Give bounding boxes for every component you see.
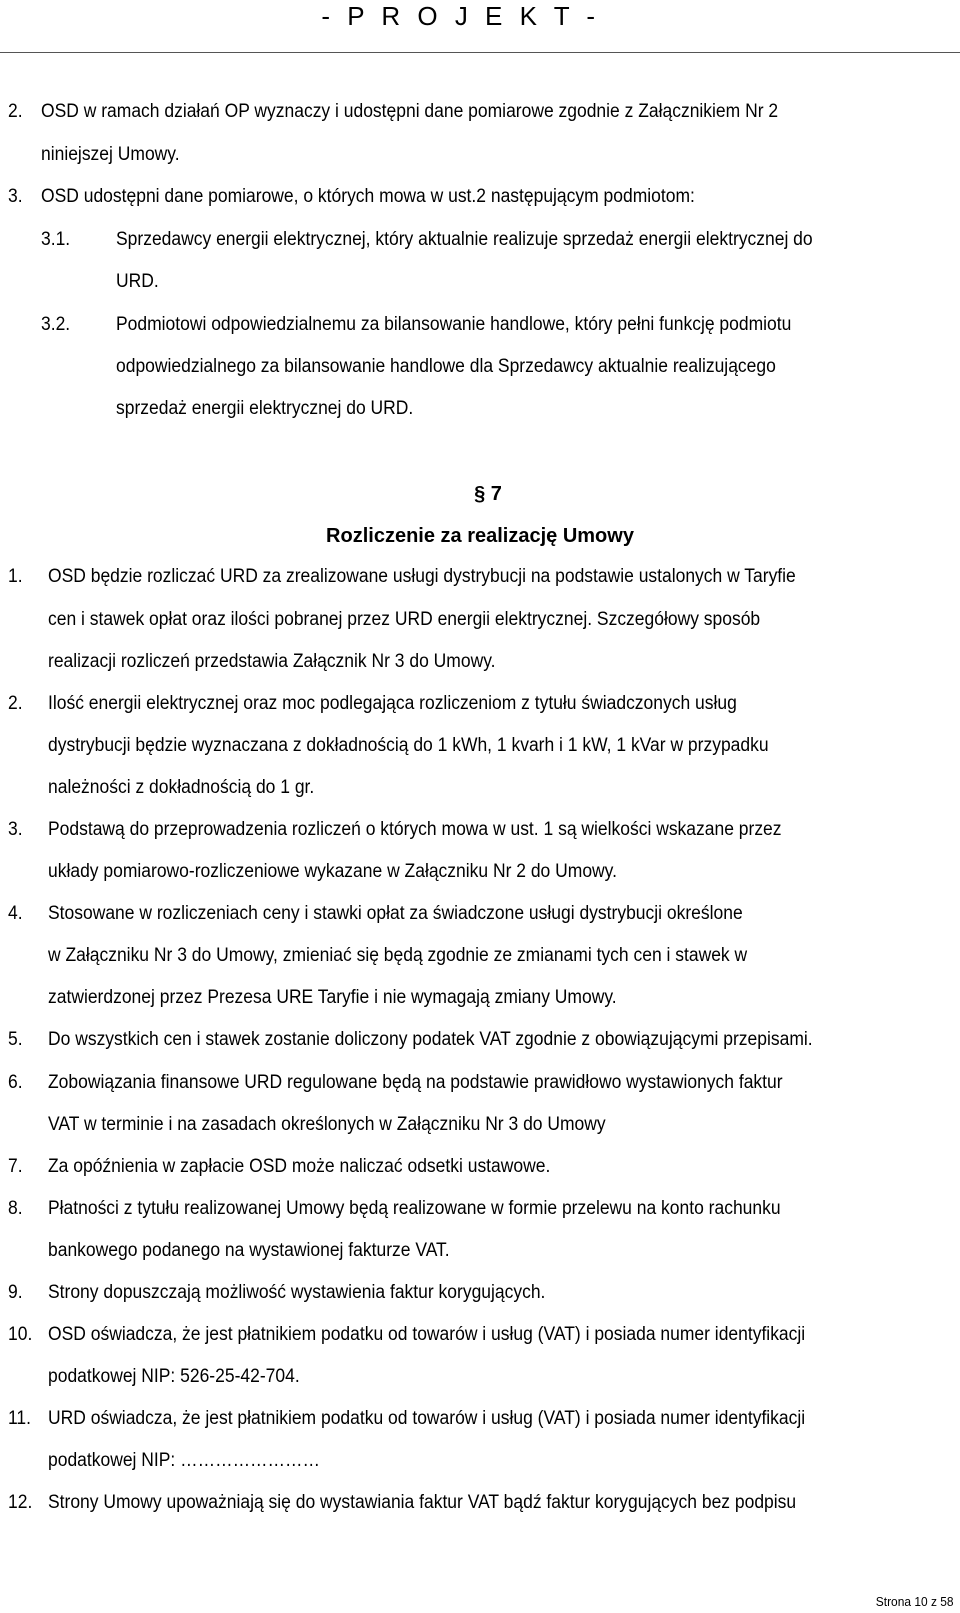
subitem-text: Podmiotowi odpowiedzialnemu za bilansowanie handlowe, który pełni funkcję podmiotu xyxy=(116,314,792,335)
item-number: 1. xyxy=(8,566,23,587)
section-number: § 7 xyxy=(474,483,502,505)
subitem-text: Sprzedawcy energii elektrycznej, który aktualnie realizuje sprzedaż energii elektrycznej do xyxy=(116,229,813,250)
item-text: podatkowej NIP: 526-25-42-704. xyxy=(48,1366,300,1387)
item-number: 9. xyxy=(8,1282,23,1303)
item-text: w Załączniku Nr 3 do Umowy, zmieniać się będą zgodnie ze zmianami tych cen i stawek w xyxy=(48,945,748,966)
item-text: Zobowiązania finansowe URD regulowane będą na podstawie prawidłowo wystawionych faktur xyxy=(48,1072,783,1093)
item-number: 11. xyxy=(8,1408,32,1429)
subitem-number: 3.1. xyxy=(41,229,71,250)
page-header xyxy=(0,0,960,40)
item-text: Podstawą do przeprowadzenia rozliczeń o których mowa w ust. 1 są wielkości wskazane przez xyxy=(48,819,782,840)
item-text: OSD oświadcza, że jest płatnikiem podatku od towarów i usług (VAT) i posiada numer identyfikacji xyxy=(48,1324,806,1345)
item-number: 3. xyxy=(8,186,23,207)
item-number: 5. xyxy=(8,1029,23,1050)
item-text: OSD udostępni dane pomiarowe, o których mowa w ust.2 następującym podmiotom: xyxy=(41,186,695,207)
item-text: niniejszej Umowy. xyxy=(41,144,180,165)
subitem-text: sprzedaż energii elektrycznej do URD. xyxy=(116,398,414,419)
item-text: Do wszystkich cen i stawek zostanie doliczony podatek VAT zgodnie z obowiązującymi przepisami. xyxy=(48,1029,813,1050)
item-text: Strony Umowy upoważniają się do wystawiania faktur VAT bądź faktur korygujących bez podpisu xyxy=(48,1492,797,1513)
item-text: Za opóźnienia w zapłacie OSD może naliczać odsetki ustawowe. xyxy=(48,1156,551,1177)
item-text: Strony dopuszczają możliwość wystawienia faktur korygujących. xyxy=(48,1282,546,1303)
subitem-text: URD. xyxy=(116,271,159,292)
subitem-text: odpowiedzialnego za bilansowanie handlowe dla Sprzedawcy aktualnie realizującego xyxy=(116,356,776,377)
item-text: OSD będzie rozliczać URD za zrealizowane usługi dystrybucji na podstawie ustalonych w Taryfie xyxy=(48,566,796,587)
item-text: OSD w ramach działań OP wyznaczy i udostępni dane pomiarowe zgodnie z Załącznikiem Nr 2 xyxy=(41,101,779,122)
section-title: Rozliczenie za realizację Umowy xyxy=(326,525,634,547)
item-number: 4. xyxy=(8,903,23,924)
item-text: URD oświadcza, że jest płatnikiem podatku od towarów i usług (VAT) i posiada numer identyfikacji xyxy=(48,1408,806,1429)
item-number: 3. xyxy=(8,819,23,840)
item-text: Płatności z tytułu realizowanej Umowy będą realizowane w formie przelewu na konto rachunku xyxy=(48,1198,781,1219)
item-text: podatkowej NIP: …………………… xyxy=(48,1450,320,1471)
subitem-number: 3.2. xyxy=(41,314,71,335)
item-text: cen i stawek opłat oraz ilości pobranej przez URD energii elektrycznej. Szczegółowy sposób xyxy=(48,609,761,630)
item-number: 6. xyxy=(8,1072,23,1093)
item-number: 2. xyxy=(8,693,23,714)
header-title: - P R O J E K T - xyxy=(321,1,600,31)
item-number: 8. xyxy=(8,1198,23,1219)
item-text: zatwierdzonej przez Prezesa URE Taryfie i nie wymagają zmiany Umowy. xyxy=(48,987,617,1008)
item-number: 7. xyxy=(8,1156,23,1177)
item-text: układy pomiarowo-rozliczeniowe wykazane w Załączniku Nr 2 do Umowy. xyxy=(48,861,617,882)
item-text: należności z dokładnością do 1 gr. xyxy=(48,777,315,798)
item-text: realizacji rozliczeń przedstawia Załącznik Nr 3 do Umowy. xyxy=(48,651,496,672)
item-number: 10. xyxy=(8,1324,33,1345)
item-text: VAT w terminie i na zasadach określonych w Załączniku Nr 3 do Umowy xyxy=(48,1114,606,1135)
page-number: Strona 10 z 58 xyxy=(876,1594,954,1609)
item-text: Stosowane w rozliczeniach ceny i stawki opłat za świadczone usługi dystrybucji określone xyxy=(48,903,743,924)
item-number: 2. xyxy=(8,101,23,122)
header-divider xyxy=(0,52,960,53)
item-text: bankowego podanego na wystawionej fakturze VAT. xyxy=(48,1240,450,1261)
item-text: Ilość energii elektrycznej oraz moc podlegająca rozliczeniom z tytułu świadczonych usług xyxy=(48,693,737,714)
item-number: 12. xyxy=(8,1492,33,1513)
item-text: dystrybucji będzie wyznaczana z dokładnością do 1 kWh, 1 kvarh i 1 kW, 1 kVar w przypadku xyxy=(48,735,769,756)
